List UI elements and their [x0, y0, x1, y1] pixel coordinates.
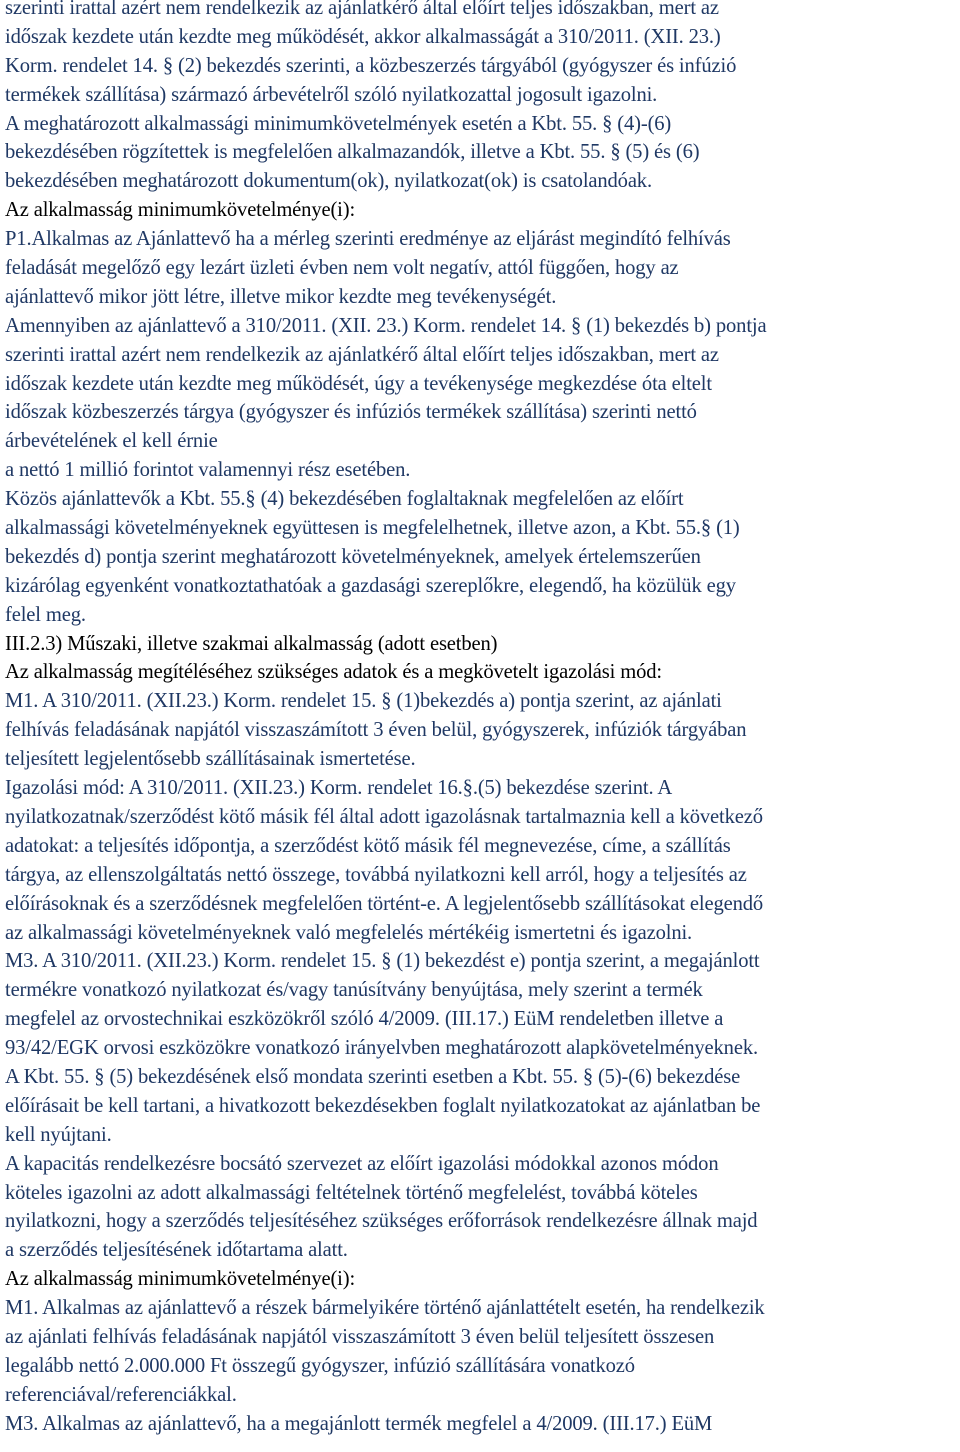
text-line: referenciával/referenciákkal. — [5, 1383, 237, 1406]
section-heading-line: Az alkalmasság megítéléséhez szükséges adatok és a megkövetelt igazolási mód: — [5, 661, 662, 684]
text-line: alkalmassági követelményeknek együttesen is megfelelhetnek, illetve azon, a Kbt. 55.§ (1) — [5, 517, 740, 540]
text-line: az alkalmassági követelményeknek való megfelelés mértékéig ismertetni és igazolni. — [5, 921, 693, 944]
text-line: kizárólag egyenként vonatkoztathatóak a gazdasági szereplőkre, elegendő, ha közülük egy — [5, 574, 736, 597]
text-line: a nettó 1 millió forintot valamennyi rész esetében. — [5, 459, 411, 482]
text-line: kell nyújtani. — [5, 1123, 112, 1146]
text-line: Korm. rendelet 14. § (2) bekezdés szerinti, a közbeszerzés tárgyából (gyógyszer és infúzió — [5, 54, 737, 77]
text-line: köteles igazolni az adott alkalmassági feltételnek történő megfelelést, továbbá köteles — [5, 1181, 698, 1204]
text-line: tárgya, az ellenszolgáltatás nettó összege, továbbá nyilatkozni kell arról, hogy a teljesítés az — [5, 863, 747, 886]
text-line: nyilatkozni, hogy a szerződés teljesítéséhez szükséges erőforrások rendelkezésre állnak majd — [5, 1210, 758, 1233]
text-line: időszak közbeszerzés tárgya (gyógyszer és infúziós termékek szállítása) szerinti nettó — [5, 401, 697, 424]
text-line: árbevételének el kell érnie — [5, 430, 218, 453]
section-heading-line: III.2.3) Műszaki, illetve szakmai alkalmasság (adott esetben) — [5, 632, 498, 655]
text-line: szerinti irattal azért nem rendelkezik az ajánlatkérő által előírt teljes időszakban, mert az — [5, 0, 719, 19]
text-line: előírásoknak és a szerződésnek megfelelően történt-e. A legjelentősebb szállításokat elegendő — [5, 892, 764, 915]
text-line: A meghatározott alkalmassági minimumkövetelmények esetén a Kbt. 55. § (4)-(6) — [5, 112, 672, 135]
text-line: teljesített legjelentősebb szállításainak ismertetése. — [5, 748, 416, 771]
text-line: M1. A 310/2011. (XII.23.) Korm. rendelet 15. § (1)bekezdés a) pontja szerint, az ajánlati — [5, 690, 722, 713]
text-line: nyilatkozatnak/szerződést kötő másik fél által adott igazolásnak tartalmaznia kell a következő — [5, 805, 763, 828]
text-line: Igazolási mód: A 310/2011. (XII.23.) Korm. rendelet 16.§.(5) bekezdése szerint. A — [5, 777, 673, 800]
text-line: termékek szállítása) származó árbevételről szóló nyilatkozattal jogosult igazolni. — [5, 83, 658, 106]
text-line: 93/42/EGK orvosi eszközökre vonatkozó irányelvben meghatározott alapkövetelményeknek. — [5, 1037, 758, 1060]
text-line: felel meg. — [5, 603, 86, 626]
section-heading-line: Az alkalmasság minimumkövetelménye(i): — [5, 1268, 356, 1291]
text-line: Közös ajánlattevők a Kbt. 55.§ (4) bekezdésében foglaltaknak megfelelően az előírt — [5, 488, 684, 511]
text-line: ajánlattevő mikor jött létre, illetve mikor kezdte meg tevékenységét. — [5, 285, 557, 308]
text-line: termékre vonatkozó nyilatkozat és/vagy tanúsítvány benyújtása, mely szerint a termék — [5, 979, 703, 1002]
text-line: előírásait be kell tartani, a hivatkozott bekezdésekben foglalt nyilatkozatokat az ajánlatban be — [5, 1094, 761, 1117]
text-line: legalább nettó 2.000.000 Ft összegű gyógyszer, infúzió szállítására vonatkozó — [5, 1354, 635, 1377]
text-line: M3. Alkalmas az ajánlattevő, ha a megajánlott termék megfelel a 4/2009. (III.17.) EüM — [5, 1412, 713, 1435]
text-line: adatokat: a teljesítés időpontja, a szerződést kötő másik fél megnevezése, címe, a szállítás — [5, 834, 731, 857]
text-line: az ajánlati felhívás feladásának napjától visszaszámított 3 éven belül teljesített összesen — [5, 1325, 715, 1348]
text-line: időszak kezdete után kezdte meg működését, akkor alkalmasságát a 310/2011. (XII. 23.) — [5, 25, 721, 48]
text-line: bekezdésében meghatározott dokumentum(ok), nyilatkozat(ok) is csatolandóak. — [5, 170, 652, 193]
text-line: A Kbt. 55. § (5) bekezdésének első mondata szerinti esetben a Kbt. 55. § (5)-(6) bekezdése — [5, 1065, 741, 1088]
text-line: feladását megelőző egy lezárt üzleti évben nem volt negatív, attól függően, hogy az — [5, 257, 679, 280]
text-line: bekezdésében rögzítettek is megfelelően alkalmazandók, illetve a Kbt. 55. § (5) és (6) — [5, 141, 700, 164]
text-line: időszak kezdete után kezdte meg működését, úgy a tevékenysége megkezdése óta eltelt — [5, 372, 712, 395]
text-line: bekezdés d) pontja szerint meghatározott követelményeknek, amelyek értelemszerűen — [5, 545, 701, 568]
text-line: P1.Alkalmas az Ajánlattevő ha a mérleg szerinti eredménye az eljárást megindító felhívás — [5, 228, 731, 251]
text-line: M1. Alkalmas az ajánlattevő a részek bármelyikére történő ajánlattételt esetén, ha rendelkezik — [5, 1297, 765, 1320]
text-line: a szerződés teljesítésének időtartama alatt. — [5, 1239, 348, 1262]
section-heading-line: Az alkalmasság minimumkövetelménye(i): — [5, 199, 356, 222]
document-body — [5, 0, 955, 1439]
text-line: A kapacitás rendelkezésre bocsátó szervezet az előírt igazolási módokkal azonos módon — [5, 1152, 719, 1175]
text-line: M3. A 310/2011. (XII.23.) Korm. rendelet 15. § (1) bekezdést e) pontja szerint, a megajánlott — [5, 950, 760, 973]
text-line: szerinti irattal azért nem rendelkezik az ajánlatkérő által előírt teljes időszakban, mert az — [5, 343, 719, 366]
text-line: megfelel az orvostechnikai eszközökről szóló 4/2009. (III.17.) EüM rendeletben illetve a — [5, 1008, 724, 1031]
text-line: felhívás feladásának napjától visszaszámított 3 éven belül, gyógyszerek, infúziók tárgyában — [5, 719, 747, 742]
text-line: Amennyiben az ajánlattevő a 310/2011. (XII. 23.) Korm. rendelet 14. § (1) bekezdés b) pontja — [5, 314, 767, 337]
